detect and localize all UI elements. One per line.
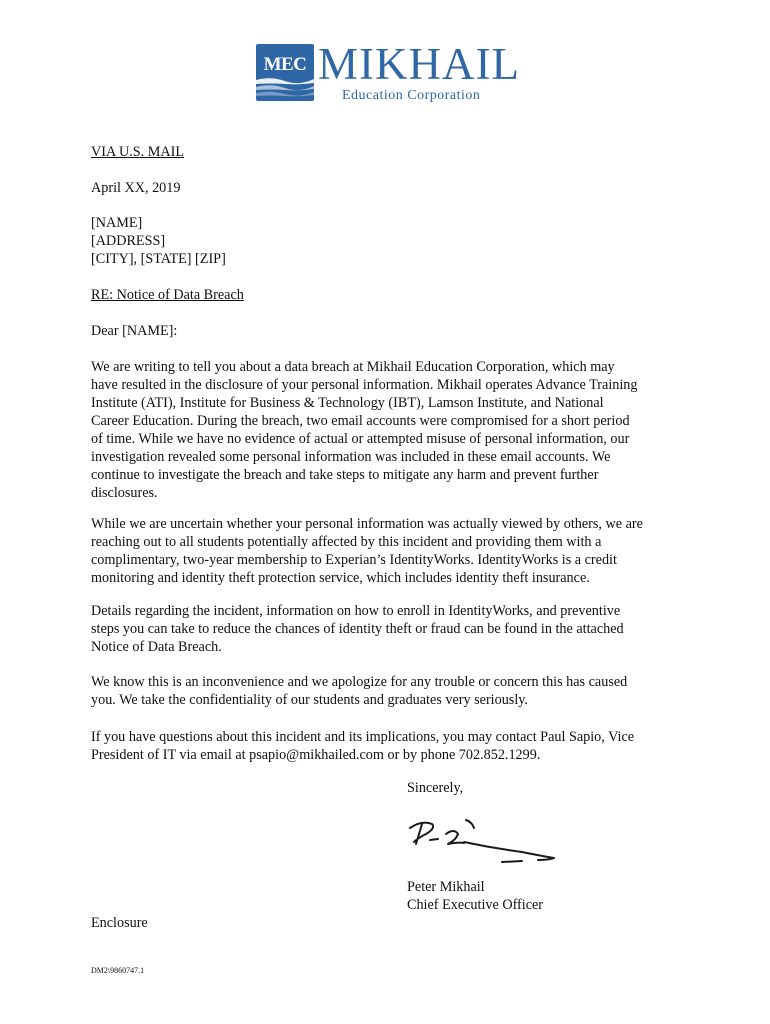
recipient-name: [NAME]	[91, 215, 143, 231]
signer-title: Chief Executive Officer	[407, 897, 544, 913]
logo-mark-text: MEC	[263, 54, 307, 75]
delivery-method: VIA U.S. MAIL	[91, 144, 185, 160]
letter-date: April XX, 2019	[91, 180, 181, 196]
paragraph-5	[91, 728, 634, 764]
paragraph-line: President of IT via email at psapio@mikhailed.com or by phone 702.852.1299.	[91, 747, 541, 763]
logo-company-subtitle: Education Corporation	[342, 88, 481, 103]
paragraph-line: have resulted in the disclosure of your personal information. Mikhail operates Advance Training	[91, 377, 638, 393]
paragraph-line: continue to investigate the breach and take steps to mitigate any harm and prevent further	[91, 467, 599, 483]
logo-wave-graphic	[256, 74, 314, 101]
paragraph-line: investigation revealed some personal information was included in these email accounts. We	[91, 449, 611, 465]
closing: Sincerely,	[407, 780, 464, 796]
salutation: Dear [NAME]:	[91, 323, 178, 339]
paragraph-line: Details regarding the incident, information on how to enroll in IdentityWorks, and preventive	[91, 603, 621, 619]
paragraph-line: We are writing to tell you about a data breach at Mikhail Education Corporation, which may	[91, 359, 615, 375]
paragraph-4	[91, 673, 627, 709]
paragraph-line: of time. While we have no evidence of actual or attempted misuse of personal information, our	[91, 431, 630, 447]
paragraph-line: Career Education. During the breach, two email accounts were compromised for a short period	[91, 413, 630, 429]
paragraph-2	[91, 515, 643, 587]
signer-block	[407, 878, 543, 914]
paragraph-line: reaching out to all students potentially affected by this incident and providing them with a	[91, 534, 602, 550]
recipient-city-state-zip: [CITY], [STATE] [ZIP]	[91, 251, 226, 267]
recipient-block	[91, 214, 226, 268]
logo-mark	[256, 44, 314, 101]
handwritten-signature	[402, 812, 562, 872]
company-logo	[256, 39, 520, 104]
paragraph-1	[91, 358, 638, 502]
paragraph-line: Institute (ATI), Institute for Business & Technology (IBT), Lamson Institute, and National	[91, 395, 604, 411]
paragraph-line: Notice of Data Breach.	[91, 639, 222, 655]
paragraph-3	[91, 602, 624, 656]
paragraph-line: steps you can take to reduce the chances of identity theft or fraud can be found in the attached	[91, 621, 624, 637]
paragraph-line: monitoring and identity theft protection service, which includes identity theft insurance.	[91, 570, 590, 586]
document-id: DM2\9860747.1	[91, 966, 145, 975]
paragraph-line: complimentary, two-year membership to Experian’s IdentityWorks. IdentityWorks is a credit	[91, 552, 617, 568]
recipient-address: [ADDRESS]	[91, 233, 166, 249]
logo-company-name: MIKHAIL	[318, 39, 520, 89]
paragraph-line: If you have questions about this incident and its implications, you may contact Paul Sapio, Vice	[91, 729, 635, 745]
paragraph-line: you. We take the confidentiality of our students and graduates very seriously.	[91, 692, 528, 708]
enclosure-note: Enclosure	[91, 915, 148, 931]
paragraph-line: While we are uncertain whether your personal information was actually viewed by others, we are	[91, 516, 643, 532]
paragraph-line: disclosures.	[91, 485, 158, 501]
paragraph-line: We know this is an inconvenience and we apologize for any trouble or concern this has caused	[91, 674, 628, 690]
signer-name: Peter Mikhail	[407, 879, 485, 895]
subject-line: RE: Notice of Data Breach	[91, 287, 244, 303]
